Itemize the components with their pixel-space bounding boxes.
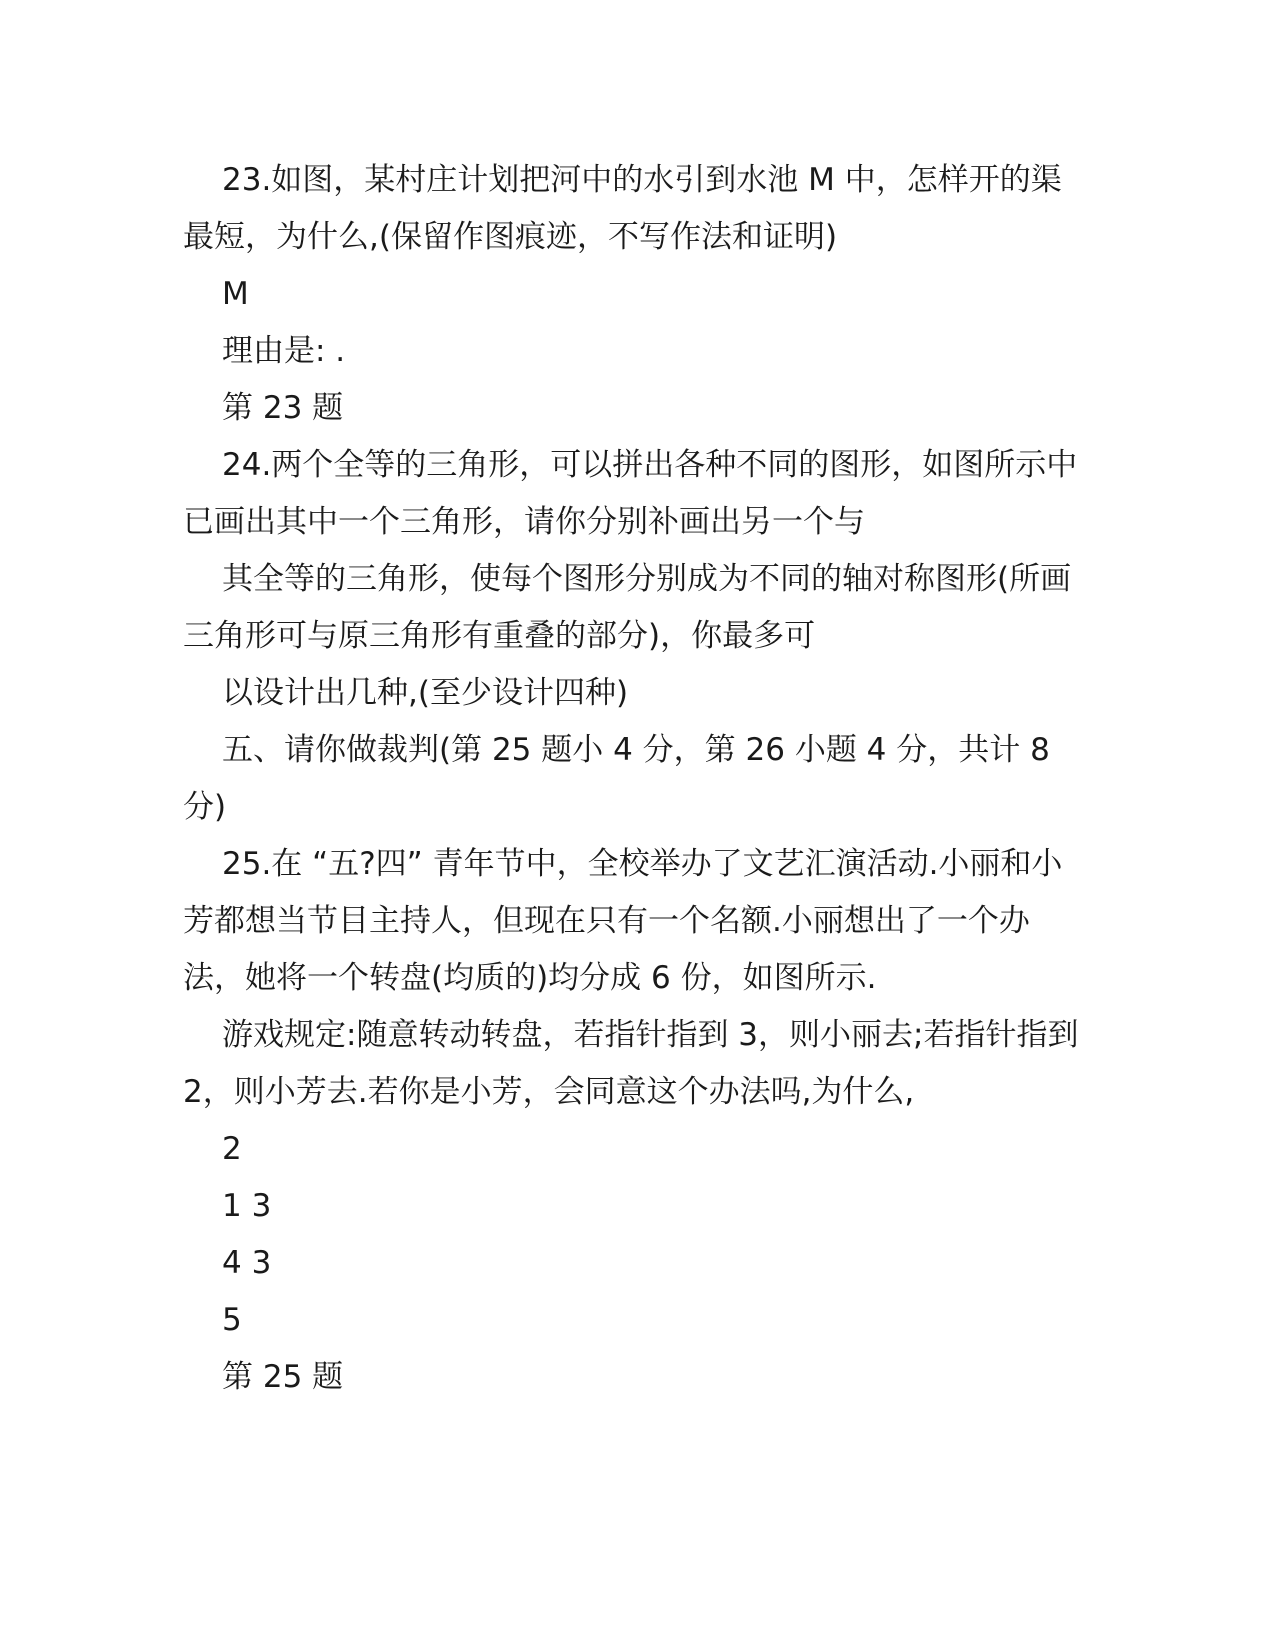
question-24-text-part2: 其全等的三角形，使每个图形分别成为不同的轴对称图形(所画三角形可与原三角形有重叠的部分)，你最多可: [183, 561, 1072, 654]
spinner-label-row-2: 1 3: [222, 1188, 272, 1224]
document-body: [183, 152, 1083, 1406]
figure-caption-25: 第 25 题: [222, 1359, 344, 1395]
question-24-text-part3: 以设计出几种,(至少设计四种): [222, 675, 629, 711]
reason-line: 理由是: .: [222, 333, 346, 369]
question-24-text-part1: 24.两个全等的三角形，可以拼出各种不同的图形，如图所示中已画出其中一个三角形，请你分别补画出另一个与: [183, 447, 1078, 540]
question-23-text: 23.如图，某村庄计划把河中的水引到水池 M 中，怎样开的渠最短，为什么,(保留作图痕迹，不写作法和证明): [183, 162, 1062, 255]
game-rules-text: 游戏规定:随意转动转盘，若指针指到 3，则小丽去;若指针指到 2，则小芳去.若你是小芳，会同意这个办法吗,为什么,: [183, 1017, 1079, 1110]
spinner-label-row-1: 2: [222, 1131, 242, 1167]
spinner-label-row-3: 4 3: [222, 1245, 272, 1281]
figure-caption-23: 第 23 题: [222, 390, 344, 426]
spinner-label-row-4: 5: [222, 1302, 242, 1338]
section-five-heading: 五、请你做裁判(第 25 题小 4 分，第 26 小题 4 分，共计 8 分): [183, 732, 1050, 825]
diagram-label-m: M: [222, 276, 249, 312]
question-25-text: 25.在 “五?四” 青年节中，全校举办了文艺汇演活动.小丽和小芳都想当节目主持人，但现在只有一个名额.小丽想出了一个办法，她将一个转盘(均质的)均分成 6 份，如图所示.: [183, 846, 1063, 996]
